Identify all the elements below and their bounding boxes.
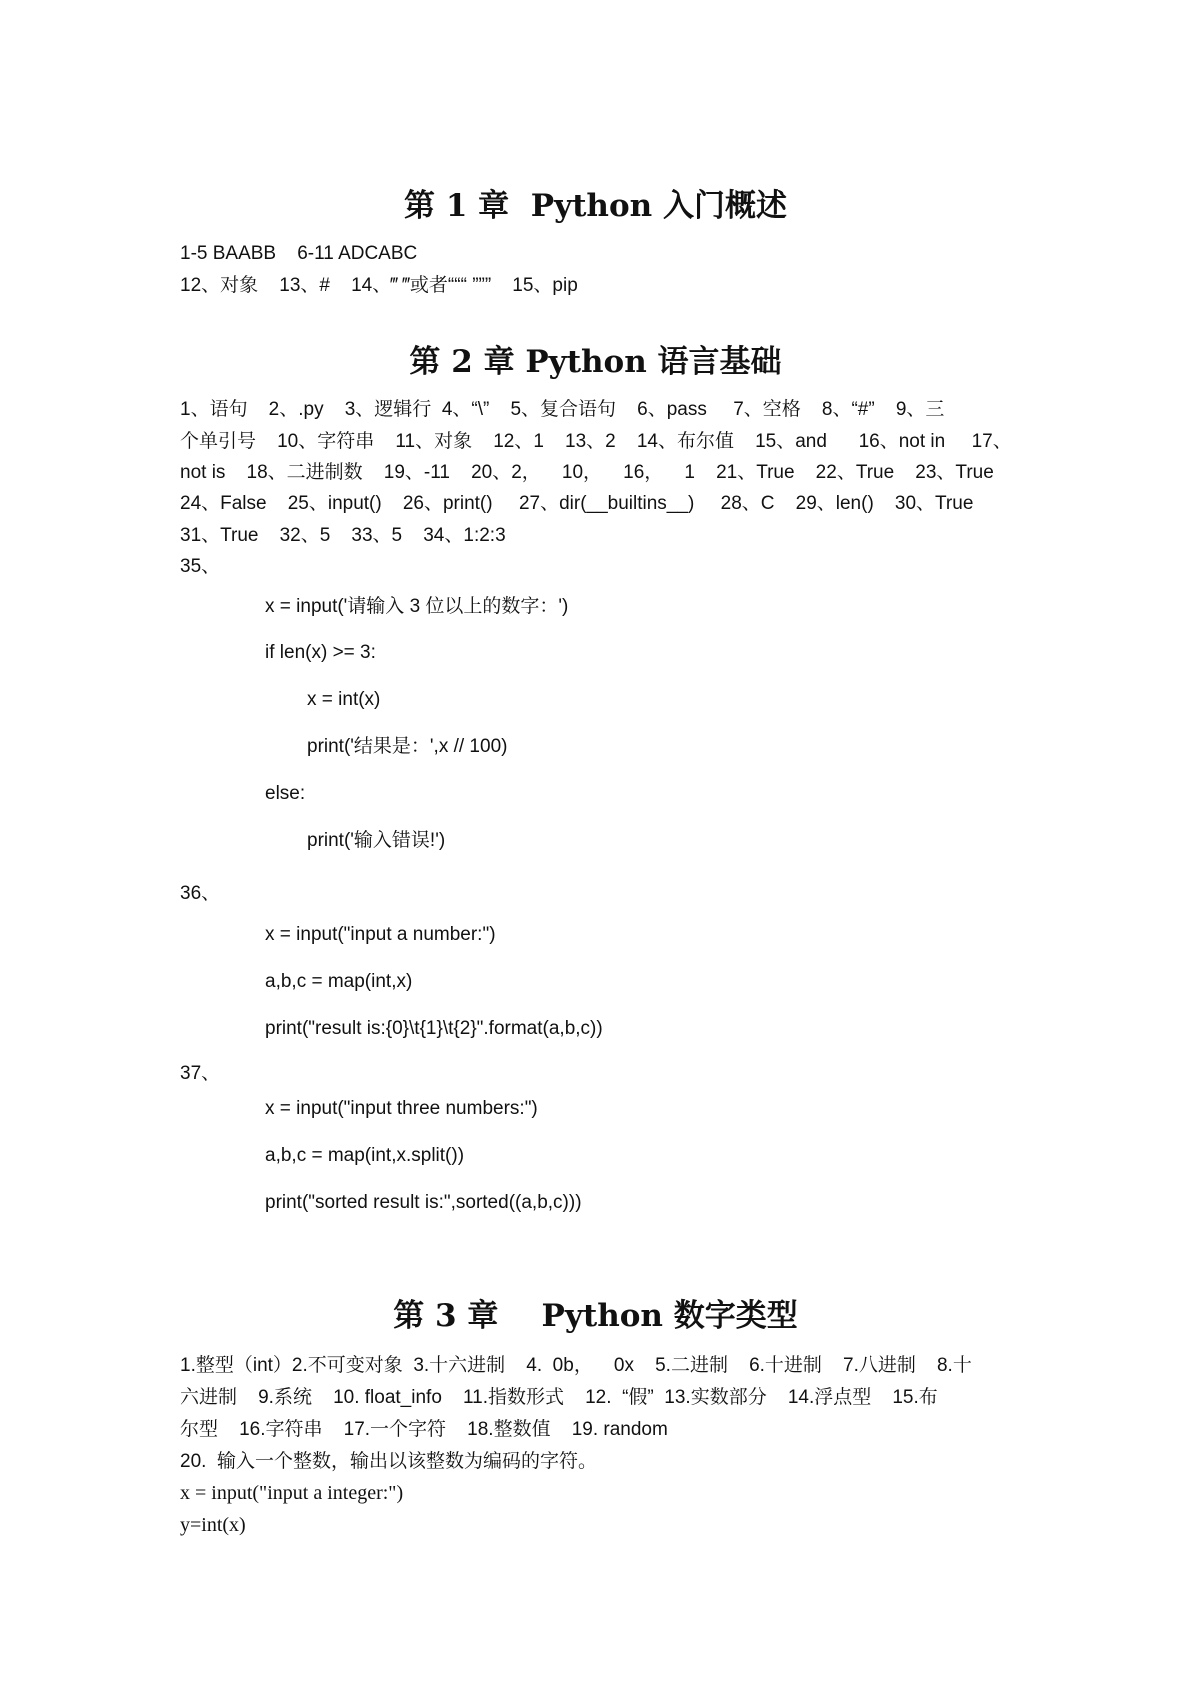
ch3-code-line-2: y=int(x) [180,1514,246,1536]
ch1-answer-line-2: 12、对象 13、# 14、‴ ‴或者“““ ””” 15、pip [180,275,578,296]
chapter-1-title: 第 1 章 Python 入门概述 [404,188,787,224]
ch3-answer-line-2: 六进制 9.系统 10. float_info 11.指数形式 12. “假” 13.实数部分 14.浮点型 15.布 [180,1387,938,1408]
ch3-answer-line-3: 尔型 16.字符串 17.一个字符 18.整数值 19. random [180,1419,668,1440]
ch2-q36-label: 36、 [180,883,221,904]
q37-code-line-3: print("sorted result is:",sorted((a,b,c))) [265,1192,582,1213]
q35-code-line-3: x = int(x) [307,689,381,710]
ch3-code-line-1: x = input("input a integer:") [180,1482,404,1504]
ch2-answer-line-2: 个单引号 10、字符串 11、对象 12、1 13、2 14、布尔值 15、and 16、not in 17、 [180,431,1012,452]
q35-code-line-6: print('输入错误!') [307,830,446,851]
q35-code-line-2: if len(x) >= 3: [265,642,376,663]
ch2-q37-label: 37、 [180,1063,221,1084]
q36-code-line-2: a,b,c = map(int,x) [265,971,413,992]
ch1-answer-line-1: 1-5 BAABB 6-11 ADCABC [180,243,418,264]
q36-code-line-3: print("result is:{0}\t{1}\t{2}".format(a,b,c)) [265,1018,603,1039]
ch2-answer-line-5: 31、True 32、5 33、5 34、1:2:3 [180,525,506,546]
q35-code-line-5: else: [265,783,306,804]
q36-code-line-1: x = input("input a number:") [265,924,496,945]
q37-code-line-2: a,b,c = map(int,x.split()) [265,1145,465,1166]
ch3-question-20: 20. 输入一个整数，输出以该整数为编码的字符。 [180,1451,597,1472]
ch3-answer-line-1: 1.整型（int）2.不可变对象 3.十六进制 4. 0b， 0x 5.二进制 6.十进制 7.八进制 8.十 [180,1355,972,1376]
chapter-3-title: 第 3 章 Python 数字类型 [393,1298,798,1334]
ch2-q35-label: 35、 [180,556,221,577]
q37-code-line-1: x = input("input three numbers:") [265,1098,538,1119]
q35-code-line-1: x = input('请输入 3 位以上的数字：') [265,596,569,617]
chapter-2-title: 第 2 章 Python 语言基础 [409,344,782,380]
q35-code-line-4: print('结果是：',x // 100) [307,736,508,757]
ch2-answer-line-1: 1、语句 2、.py 3、逻辑行 4、“\” 5、复合语句 6、pass 7、空格 8、“#” 9、三 [180,399,945,420]
ch2-answer-line-4: 24、False 25、input() 26、print() 27、dir(__builtins__) 28、C 29、len() 30、True [180,493,974,514]
ch2-answer-line-3: not is 18、二进制数 19、-11 20、2， 10， 16， 1 21、True 22、True 23、True [180,462,994,483]
